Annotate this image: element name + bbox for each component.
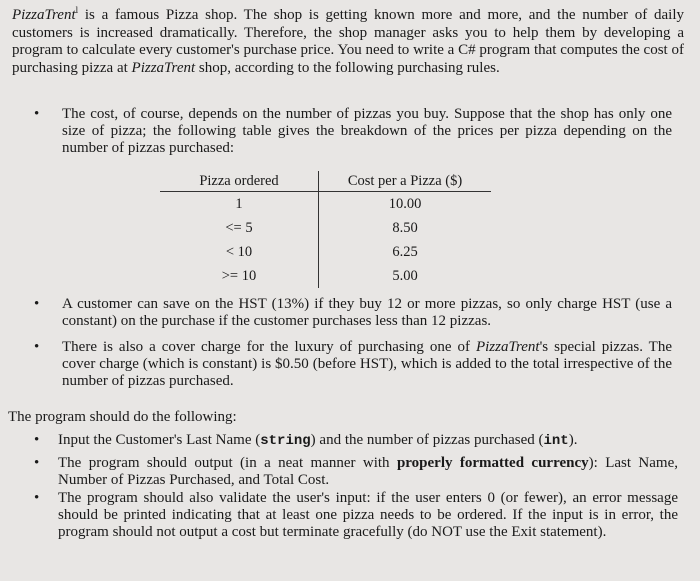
bullet-dot: •	[34, 490, 40, 506]
bullet-dot: •	[34, 339, 40, 355]
rule-cost: The cost, of course, depends on the number of pizzas you buy. Suppose that the shop has only one size of pizza; the following table gives the breakdown of the prices per pizza depending on the number of pizzas purchased:	[62, 106, 672, 156]
table-row	[160, 240, 491, 264]
intro-paragraph	[12, 2, 684, 77]
bullet-dot: •	[34, 106, 40, 122]
table-cell: 6.25	[392, 243, 418, 260]
rule-hst: A customer can save on the HST (13%) if they buy 12 or more pizzas, so only charge HST (use a constant) on the purchase if the customer purchases less than 12 pizzas.	[62, 296, 672, 329]
table-row	[160, 216, 491, 240]
table-cell: >= 10	[160, 264, 319, 288]
table-cell: < 10	[160, 240, 319, 264]
bullet-dot: •	[34, 296, 40, 312]
shop-name-inline: PizzaTrent	[131, 59, 196, 76]
req-validate: The program should also validate the user's input: if the user enters 0 (or fewer), an error message should be printed indicating that at least one pizza needs to be ordered. If the input is in error, the program should not output a cost but terminate gracefully (do NOT use the Exit statement).	[58, 490, 678, 540]
req-input: Input the Customer's Last Name (string) and the number of pizzas purchased (int).	[58, 432, 578, 449]
table-cell: 8.50	[392, 219, 418, 236]
table-cell: 1	[160, 192, 319, 217]
table-cell: 10.00	[388, 195, 422, 212]
program-heading: The program should do the following:	[8, 409, 237, 425]
table-cell: 5.00	[392, 267, 418, 284]
rule-cover: There is also a cover charge for the luxury of purchasing one of PizzaTrent's special pizzas. The cover charge (which is constant) is $0.50 (before HST), which is added to the total irrespective of the number of pizzas purchased.	[62, 339, 673, 389]
intro-text-2: shop, according to the following purchasing rules.	[198, 59, 500, 76]
col-header-pizza-ordered: Pizza ordered	[160, 171, 319, 192]
col-header-cost: Cost per a Pizza ($)	[319, 171, 492, 192]
table-row	[160, 192, 491, 217]
shop-name: PizzaTrent	[12, 7, 76, 23]
bullet-dot: •	[34, 455, 40, 471]
table-cell: <= 5	[160, 216, 319, 240]
table-row	[160, 264, 491, 288]
footnote-mark: l	[75, 5, 79, 15]
req-output: The program should output (in a neat manner with properly formatted currency): Last Name, Number of Pizzas Purchased, and Total Cost.	[58, 455, 678, 488]
price-table	[160, 171, 491, 288]
intro-text-1: is a famous Pizza shop. The shop is getting known more and more, and the number of daily customers is increased dramatically. Therefore, the shop manager asks you to help them by developing a program to calculate every customer's purchase price. You need to write a C# program that computes the cost of purchasing pizza at	[12, 7, 684, 76]
bullet-dot: •	[34, 432, 40, 448]
